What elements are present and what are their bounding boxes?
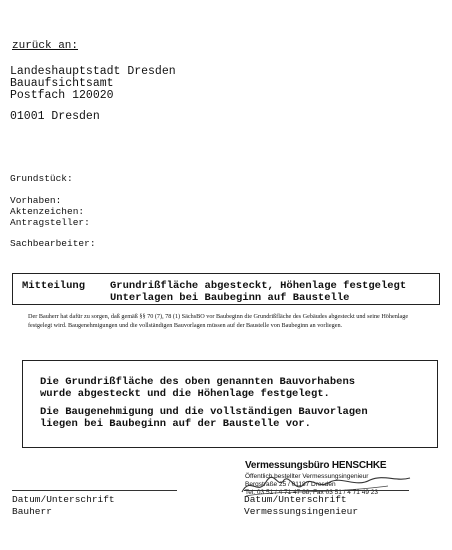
recipient-line-2: Bauaufsichtsamt [10,77,114,90]
stamp-line-2: Bergstraße 25 / 01187 Dresden [245,481,336,488]
field-sachbearbeiter: Sachbearbeiter: [10,238,96,249]
mitteilung-label: Mitteilung [22,280,86,292]
signature-line-right [244,490,409,491]
info-paragraph: Der Bauherr hat dafür zu sorgen, daß gemäß §§ 70 (7), 78 (1) SächsBO vor Baubeginn die Grundrißfläche des Gebäudes abgesteckt und seine Höhenlage festgelegt wird. Baugenehmigungen und die vollständigen Bauvorlagen müssen auf der Baustelle von Baubeginn an vorliegen. [28,313,409,329]
notice-line-4: liegen bei Baubeginn auf der Baustelle vor. [40,418,311,430]
return-address-label: zurück an: [12,40,79,52]
field-antragsteller: Antragsteller: [10,217,90,228]
notice-line-2: wurde abgesteckt und die Höhenlage festgelegt. [40,388,330,400]
signature-right-label: Datum/Unterschrift [244,494,347,505]
field-aktenzeichen: Aktenzeichen: [10,206,85,217]
signature-line-left [12,490,177,491]
signature-left-role: Bauherr [12,506,52,517]
recipient-line-1: Landeshauptstadt Dresden [10,65,176,78]
stamp-title: Vermessungsbüro HENSCHKE [245,460,387,471]
field-vorhaben: Vorhaben: [10,195,62,206]
field-grundstueck: Grundstück: [10,173,73,184]
recipient-city: 01001 Dresden [10,110,100,123]
recipient-line-3: Postfach 120020 [10,89,114,102]
notice-line-3: Die Baugenehmigung und die vollständigen Bauvorlagen [40,406,368,418]
signature-left-label: Datum/Unterschrift [12,494,115,505]
signature-right-role: Vermessungsingenieur [244,506,359,517]
notice-box [22,360,438,448]
mitteilung-title-line-2: Unterlagen bei Baubeginn auf Baustelle [110,292,350,304]
stamp-line-1: Öffentlich bestellter Vermessungsingenieur [245,473,369,480]
mitteilung-title-line-1: Grundrißfläche abgesteckt, Höhenlage festgelegt [110,280,407,292]
stamp-line-3: Tel. 03 51 / 4 71 47 88, Fax 03 51 / 4 71 49 23 [245,489,378,496]
notice-line-1: Die Grundrißfläche des oben genannten Bauvorhabens [40,376,356,388]
